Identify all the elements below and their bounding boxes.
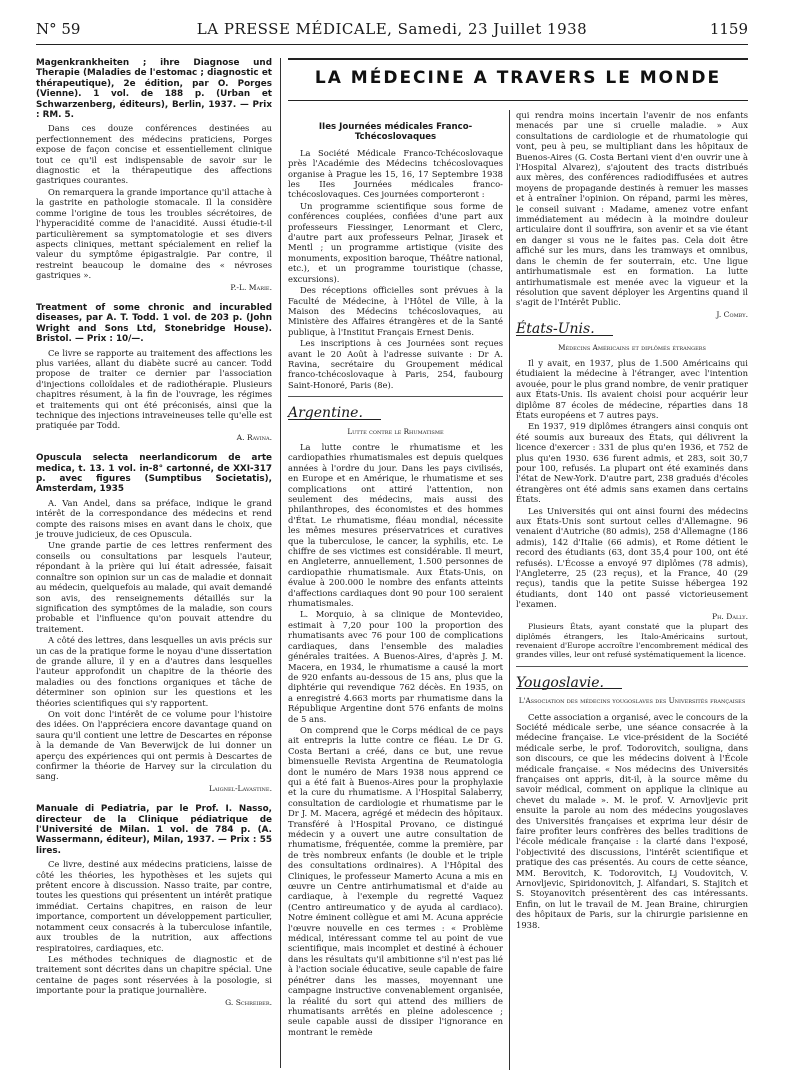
review-entry xyxy=(36,804,272,1008)
section-title-yougoslavie: Yougoslavie. xyxy=(516,678,622,689)
issue-number: N° 59 xyxy=(36,20,81,38)
review-entry xyxy=(36,453,272,794)
article-paragraph: qui rendra moins incertain l'avenir de nos enfants menacés par une si cruelle maladie. » Aux consultations de cardiologie et de rhumatologie qui vont, peu à peu, se multipliant dans les hôpitaux de Buenos-Aires (G. Costa Bertani vient d'en ouvrir une à l'Hospital Alvarez), s'ajoutent des tracts distribués aux mères, des conférences radiodiffusées et autres moyens de propagande destinés à remuer les masses et à entraîner l'opinion. On répand, parmi les mères, le conseil suivant : Madame, amenez votre enfant immédiatement au médecin à la moindre douleur articulaire dont il souffrira, son avenir et sa vie étant en danger si vous ne le faites pas. Cela doit être affiché sur les murs, dans les tramways et omnibus, dans le chemin de fer souterrain, etc. Une ligue antirhumatismale est en formation. La lutte antirhumatismale est menée avec la vigueur et la résolution que savent déployer les Argentins quand il s'agit de l'Intérêt Public. xyxy=(516,110,748,308)
article-paragraph: Il y avait, en 1937, plus de 1.500 Américains qui étudiaient la médecine à l'étranger, avec l'intention avouée, pour le plus grand nombre, de venir pratiquer aux États-Unis. Ils avaient choisi pour acquérir leur diplôme 87 écoles de médecine, réparties dans 18 États européens et 7 autres pays. xyxy=(516,357,748,420)
article-paragraph: Cette association a organisé, avec le concours de la Société médicale serbe, une séance consacrée à la médecine française. Le vice-président de la Société médicale serbe, le prof. Todorovitch, souligna, dans son discours, ce que les médecins doivent à l'École médicale française. « Nos médecins des Universités françaises ont appris, dit-il, à la source même du savoir médical, comment on applique la clinique au chevet du malade ». M. le prof. V. Arnovljevic prit ensuite la parole au nom des médecins yougoslaves des Universités françaises et exprima leur désir de faire profiter leurs confrères des belles traditions de l'école médicale française : la clarté dans l'exposé, l'objectivité des discussions, l'intérêt scientifique et pratique des cas présentés. Au cours de cette séance, MM. Berovitch, K. Todorovitch, Lj Voudovitch, V. Arnovljevic, Spiridonovitch, J. Alfandari, S. Stajitch et S. Stoyanovitch présentèrent des cas intéressants. Enfin, on lut le travail de M. Jean Braine, chirurgien des hôpitaux de Paris, sur la chirurgie parisienne en 1938. xyxy=(516,711,748,930)
review-paragraph: Une grande partie de ces lettres renferment des conseils ou consultations par lesquels l'auteur, répondant à la prière qui lui était adressée, faisait connaître son opinion sur un cas de maladie et donnait au médecin, quelquefois au malade, qui avait demandé son avis, des renseignements détaillés sur la signification des symptômes de la maladie, son cours probable et l'influence qu'on pouvait attendre du traitement. xyxy=(36,540,272,634)
review-title: Manuale di Pediatria, par le Prof. I. Nasso, directeur de la Clinique pédiatrique de l'Université de Milan. 1 vol. de 784 p. (A. Wassermann, éditeur), Milan, 1937. — Prix : 55 lires. xyxy=(36,804,272,856)
article-paragraph: La lutte contre le rhumatisme et les cardiopathies rhumatismales est depuis quelques années à l'ordre du jour. Dans les pays civilisés, en Europe et en Amérique, le rhumatisme et ses complications ont attiré l'attention, non seulement des médecins, mais aussi des philanthropes, des économistes et des hommes d'État. Le rhumatisme, fléau mondial, nécessite les mêmes mesures préservatrices et curatives que la tuberculose, le cancer, la syphilis, etc. Le chiffre de ses victimes est considérable. Il meurt, en Angleterre, annuellement, 1.500 personnes de cardiopathie rhumatismale. Aux États-Unis, on évalue à 200.000 le nombre des enfants atteints d'affections cardiaques dont 90 pour 100 seraient rhumatismales. xyxy=(288,441,503,609)
review-paragraph: Les méthodes techniques de diagnostic et de traitement sont décrites dans un chapitre spécial. Une centaine de pages sont réservées à la posologie, si importante pour la pratique journalière. xyxy=(36,953,272,996)
review-title: Treatment of some chronic and incurabled diseases, par A. T. Todd. 1 vol. de 203 p. (John Wright and Sons Ltd, Stonebridge House). Bristol. — Prix : 10/—. xyxy=(36,302,272,345)
column-divider xyxy=(280,58,281,1068)
review-title: Magenkrankheiten ; ihre Diagnose und Therapie (Maladies de l'estomac ; diagnostic et thérapeutique), 2e édition, par O. Porges (Vienne). 1 vol. de 188 p. (Urban et Schwarzenberg, éditeurs), Berlin, 1937. — Prix : RM. 5. xyxy=(36,58,272,121)
article-paragraph: Les Universités qui ont ainsi fourni des médecins aux États-Unis sont surtout celles d'Allemagne. 96 venaient d'Autriche (80 admis), 258 d'Allemagne (186 admis), 142 d'Italie (66 admis), et Rome détient le record des étudiants (63, dont 35,4 pour 100, ont été refusés). L'Écosse a envoyé 97 diplômes (78 admis), l'Angleterre, 25 (23 reçus), et la France, 40 (29 reçus), tandis que la petite Suisse hébergea 192 étudiants, dont 140 ont passé victorieusement l'examen. xyxy=(516,505,748,610)
review-paragraph: Dans ces douze conférences destinées au perfectionnement des médecins praticiens, Porges expose de façon concise et essentiellement clinique tout ce qu'il est indispensable de savoir sur le diagnostic et la thérapeutique des affections gastriques courantes. xyxy=(36,123,272,186)
column-divider xyxy=(509,110,510,1070)
review-paragraph: Ce livre, destiné aux médecins praticiens, laisse de côté les théories, les hypothèses et les sujets qui prêtent encore à discussion. Nasso traite, par contre, toutes les questions qui présentent un intérêt pratique immédiat. Certains chapitres, en raison de leur importance, comportent un développement particulier, notamment ceux consacrés à la tuberculose infantile, aux troubles de la nutrition, aux affections respiratoires, cardiaques, etc. xyxy=(36,859,272,953)
page-header xyxy=(36,18,748,45)
review-paragraph: A. Van Andel, dans sa préface, indique le grand intérêt de la correspondance des médecins et rend compte des raisons mises en avant dans le choix, que je trouve judicieux, de ces Opuscula. xyxy=(36,497,272,540)
review-entry xyxy=(36,303,272,443)
article-paragraph: L. Morquio, à sa clinique de Montevideo, estimait à 7,20 pour 100 la proportion des rhumatisants avec 76 pour 100 de complications cardiaques, dans l'ensemble des maladies générales traitées. A Buenos-Aires, d'après J. M. Macera, en 1934, le rhumatisme a causé la mort de 920 enfants au-dessous de 15 ans, plus que la diphtérie qui revendique 762 décès. En 1935, on a enregistré 4.663 morts par rhumatisme dans la République Argentine dont 576 enfants de moins de 5 ans. xyxy=(288,609,503,724)
section-subtitle: L'Association des médecins yougoslaves des Universités françaises xyxy=(518,696,746,706)
review-paragraph: Ce livre se rapporte au traitement des affections les plus variées, allant du diabète sucré au cancer. Todd propose de traiter ce dernier par l'association d'injections colloïdales et de radiothérapie. Plusieurs chapitres résument, à la fin de l'ouvrage, les régimes et traitements qui ont été préconisés, ainsi que la technique des injections intraveineuses telle qu'elle est pratiquée par Todd. xyxy=(36,347,272,431)
review-signature: Laignel-Lavastine. xyxy=(209,783,272,793)
article-paragraph: En 1937, 919 diplômes étrangers ainsi conquis ont été soumis aux bureaux des États, qui délivrent la licence d'exercer : 331 de plus qu'en 1936, et 752 de plus qu'en 1930. 636 furent admis, et 283, soit 30,7 pour 100, refusés. La plupart ont été examinés dans l'état de New-York. D'autre part, 238 gradués d'écoles étrangères ont été admis sans examen dans certains États. xyxy=(516,421,748,505)
banner-title: LA MÉDECINE A TRAVERS LE MONDE xyxy=(314,68,722,88)
section-banner xyxy=(288,58,748,101)
review-paragraph: On remarquera la grande importance qu'il attache à la gastrite en pathologie stomacale. Il la considère comme l'origine de tous les troubles sécrétoires, de l'hyperacidité comme de l'anacidité. Aussi étudie-t-il particulièrement sa symptomatologie et ses divers aspects cliniques, mettant spécialement en relief la valeur du symptôme épigastralgie. Par contre, il restreint beaucoup le domaine des « névroses gastriques ». xyxy=(36,186,272,281)
article-paragraph: La Société Médicale Franco-Tchécoslovaque près l'Académie des Médecins tchécoslovaques organise à Prague les 15, 16, 17 Septembre 1938 les IIes Journées médicales franco-tchécoslovaques. Ces journées comporteront : xyxy=(288,147,503,200)
review-title: Opuscula selecta neerlandicorum de arte medica, t. 13. 1 vol. in-8° cartonné, de XXI-317 p. avec figures (Sumptibus Societatis), Amsterdam, 1935 xyxy=(36,453,272,495)
article-note: Plusieurs États, ayant constaté que la plupart des diplômés étrangers, les Italo-Américains surtout, revenaient d'Europe accroître l'encombrement médical des grandes villes, leur ont refusé systématiquement la licence. xyxy=(516,622,748,660)
section-subtitle: Médecins Américains et diplômés étrangers xyxy=(558,342,706,352)
article-signature: Ph. Dally. xyxy=(711,611,748,621)
news-column-right xyxy=(516,110,748,931)
article-paragraph: Un programme scientifique sous forme de conférences couplées, confiées d'une part aux professeurs Fiessinger, Lenormant et Clerc, d'autre part aux professeurs Pelnar, Jirasek et Mentl ; un programme artistique (visite des monuments, exposition baroque, Théâtre national, etc.), et un programme touristique (chasse, excursions). xyxy=(288,200,503,284)
section-title-argentine: Argentine. xyxy=(288,408,381,419)
review-paragraph: A côté des lettres, dans lesquelles un avis précis sur un cas de la pratique forme le noyau d'une dissertation de grande allure, il y en a d'autres dans lesquelles l'auteur approfondit un chapitre de la théorie des maladies ou des fonctions organiques et tâche de déterminer son opinion sur les questions et les théories scientifiques qui s'y rapportent. xyxy=(36,635,272,708)
news-column-middle xyxy=(288,122,503,1038)
section-divider xyxy=(288,396,503,397)
article-paragraph: Des réceptions officielles sont prévues à la Faculté de Médecine, à l'Hôtel de Ville, à la Maison des Médecins tchécoslovaques, au Ministère des Affaires étrangères et de la Santé publique, à l'Institut Français Ernest Denis. xyxy=(288,285,503,337)
review-signature: A. Ravina. xyxy=(236,432,272,442)
journal-title: LA PRESSE MÉDICALE, Samedi, 23 Juillet 1938 xyxy=(196,20,588,38)
article-heading: IIes Journées médicales Franco-Tchécoslovaques xyxy=(318,122,473,143)
book-reviews-column xyxy=(36,58,272,1018)
review-entry xyxy=(36,58,272,293)
review-paragraph: On voit donc l'intérêt de ce volume pour l'histoire des idées. On l'appréciera encore davantage quand on saura qu'il contient une lettre de Descartes en réponse à la demande de Van Beverwijck de lui donner un aperçu des expériences qui ont permis à Descartes de confirmer la théorie de Harvey sur la circulation du sang. xyxy=(36,708,272,782)
section-title-etats-unis: États-Unis. xyxy=(516,324,613,335)
review-signature: G. Schreiber. xyxy=(225,997,272,1007)
article-signature: J. Comby. xyxy=(716,309,748,319)
article-paragraph: Les inscriptions à ces Journées sont reçues avant le 20 Août à l'adresse suivante : Dr A. Ravina, secrétaire du Groupement médical franco-tchécoslovaque à Paris, 254, faubourg Saint-Honoré, Paris (8e). xyxy=(288,338,503,390)
review-signature: P.-L. Marie. xyxy=(230,282,272,292)
article-paragraph: On comprend que le Corps médical de ce pays ait entrepris la lutte contre ce fléau. Le Dr G. Costa Bertani a créé, dans ce but, une revue bimensuelle Revista Argentina de Reumatologia dont le numéro de Mars 1938 nous apprend ce qui a été fait à Buenos-Aires pour la prophylaxie et la cure du rhumatisme. A l'Hospital Salaberry, consultation de cardiologie et rhumatisme par le Dr J. M. Macera, agrégé et médecin des hôpitaux. Transféré à l'Hospital Provano, ce distingué médecin y a ouvert une autre consultation de rhumatisme, fréquentée, comme la première, par de très nombreux enfants (le double et le triple des consultations ordinaires). A l'Hôpital des Cliniques, le professeur Mamerto Acuna a mis en œuvre un Centre antirhumatismal et d'aide au cardiaque, à l'exemple du regretté Vaquez (Centro antireumatico y de ayuda al cardiaco). Notre éminent collègue et ami M. Acuna apprécie l'œuvre nouvelle en ces termes : « Problème médical, intéressant comme tel au point de vue scientifique, mais incomplet et destiné à échouer dans les résultats qu'il ambitionne s'il n'est pas lié à l'action sociale éducative, seule capable de faire pénétrer dans les masses, moyennant une campagne instructive convenablement organisée, la réalité du sort qui attend des milliers de rhumatisants arrêtés en pleine adolescence ; seule capable aussi de dissiper l'ignorance en montrant le remède xyxy=(288,724,503,1037)
page-number: 1159 xyxy=(709,20,748,38)
section-divider xyxy=(516,666,748,667)
section-subtitle: Lutte contre le Rhumatisme xyxy=(347,426,444,436)
